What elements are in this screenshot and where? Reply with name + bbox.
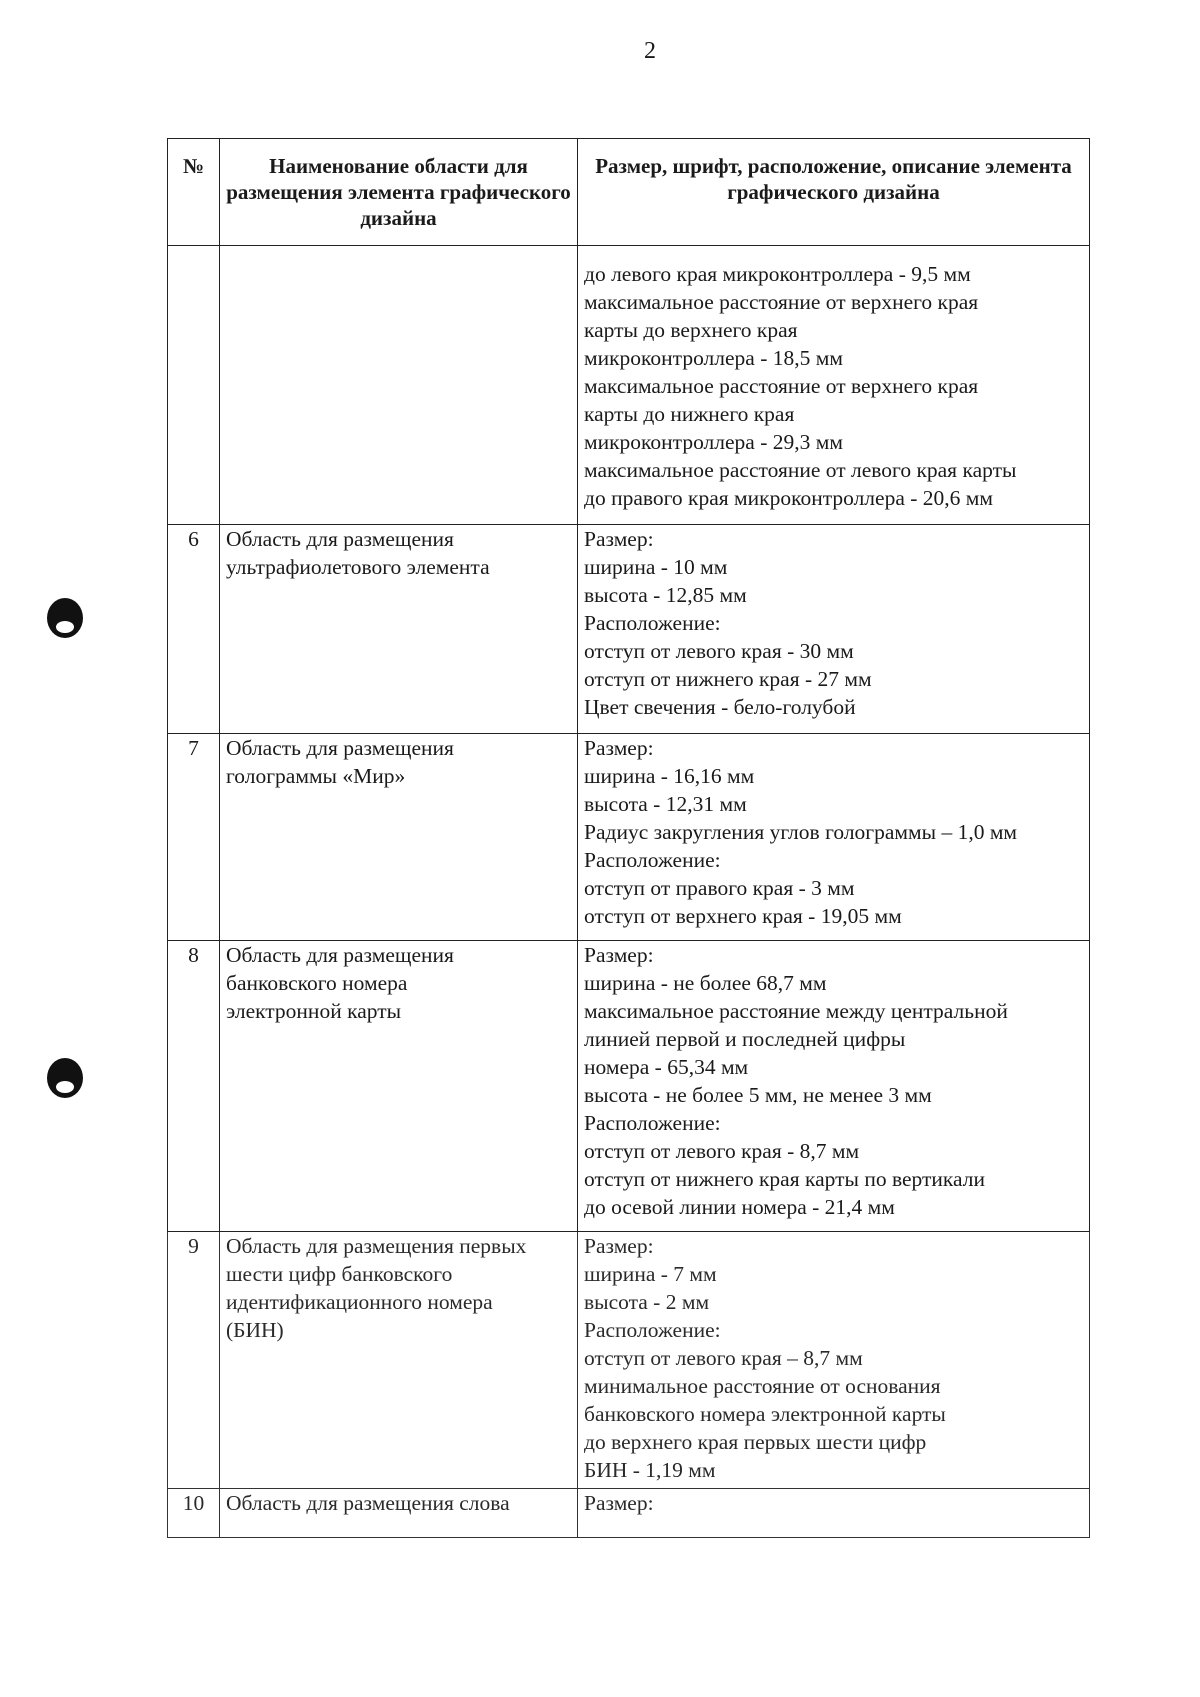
name-line: Область для размещения слова — [226, 1491, 510, 1515]
name-line: (БИН) — [226, 1318, 284, 1342]
row-desc — [578, 525, 1090, 734]
row-name — [220, 246, 578, 525]
name-line: Область для размещения — [226, 943, 454, 967]
name-line: идентификационного номера — [226, 1290, 493, 1314]
desc-line: минимальное расстояние от основания — [584, 1374, 941, 1398]
row-name — [220, 1232, 578, 1489]
desc-line: номера - 65,34 мм — [584, 1055, 749, 1079]
desc-line: Расположение: — [584, 1111, 721, 1135]
row-name — [220, 734, 578, 941]
row-desc — [578, 1232, 1090, 1489]
row-num: 6 — [168, 525, 220, 734]
desc-line: Расположение: — [584, 848, 721, 872]
table-row — [168, 246, 1090, 525]
desc-line: БИН - 1,19 мм — [584, 1458, 716, 1482]
desc-line: карты до верхнего края — [584, 318, 798, 342]
desc-line: Размер: — [584, 1234, 654, 1258]
row-desc — [578, 1489, 1090, 1538]
desc-line: отступ от правого края - 3 мм — [584, 876, 855, 900]
desc-line: ширина - 16,16 мм — [584, 764, 755, 788]
row-num: 10 — [168, 1489, 220, 1538]
desc-line: Цвет свечения - бело-голубой — [584, 695, 856, 719]
name-line: Область для размещения — [226, 527, 454, 551]
row-name — [220, 1489, 578, 1538]
desc-line: ширина - не более 68,7 мм — [584, 971, 827, 995]
table-row — [168, 1489, 1090, 1538]
table-row — [168, 941, 1090, 1232]
name-line: Область для размещения — [226, 736, 454, 760]
desc-line: Размер: — [584, 736, 654, 760]
desc-line: максимальное расстояние от верхнего края — [584, 374, 979, 398]
row-num — [168, 246, 220, 525]
desc-line: до правого края микроконтроллера - 20,6 мм — [584, 486, 993, 510]
desc-line: банковского номера электронной карты — [584, 1402, 946, 1426]
desc-line: Радиус закругления углов голограммы – 1,0 мм — [584, 820, 1018, 844]
desc-line: отступ от левого края – 8,7 мм — [584, 1346, 863, 1370]
desc-line: Расположение: — [584, 1318, 721, 1342]
row-desc — [578, 246, 1090, 525]
name-line: ультрафиолетового элемента — [226, 555, 490, 579]
table-row — [168, 734, 1090, 941]
desc-line: максимальное расстояние от верхнего края — [584, 290, 979, 314]
desc-line: Размер: — [584, 1491, 654, 1515]
desc-line: до верхнего края первых шести цифр — [584, 1430, 927, 1454]
punch-hole-icon — [47, 1058, 83, 1098]
desc-line: высота - не более 5 мм, не менее 3 мм — [584, 1083, 932, 1107]
desc-line: микроконтроллера - 18,5 мм — [584, 346, 843, 370]
desc-line: Расположение: — [584, 611, 721, 635]
desc-line: до левого края микроконтроллера - 9,5 мм — [584, 262, 971, 286]
name-line: электронной карты — [226, 999, 402, 1023]
punch-hole-icon — [47, 598, 83, 638]
row-desc — [578, 734, 1090, 941]
spec-table — [167, 138, 1090, 1538]
table-header-row — [168, 139, 1090, 246]
name-line: Область для размещения первых — [226, 1234, 527, 1258]
desc-line: до осевой линии номера - 21,4 мм — [584, 1195, 895, 1219]
row-name — [220, 525, 578, 734]
desc-line: высота - 12,85 мм — [584, 583, 747, 607]
desc-line: максимальное расстояние от левого края карты — [584, 458, 1017, 482]
table-row — [168, 525, 1090, 734]
desc-line: Размер: — [584, 527, 654, 551]
header-name: Наименование области для размещения элемента графического дизайна — [220, 139, 578, 246]
row-desc — [578, 941, 1090, 1232]
name-line: голограммы «Мир» — [226, 764, 406, 788]
row-name — [220, 941, 578, 1232]
row-num: 9 — [168, 1232, 220, 1489]
desc-line: высота - 2 мм — [584, 1290, 710, 1314]
row-num: 8 — [168, 941, 220, 1232]
desc-line: высота - 12,31 мм — [584, 792, 747, 816]
name-line: шести цифр банковского — [226, 1262, 453, 1286]
name-line: банковского номера — [226, 971, 408, 995]
desc-line: максимальное расстояние между центральной — [584, 999, 1008, 1023]
header-num: № — [168, 139, 220, 246]
desc-line: отступ от левого края - 8,7 мм — [584, 1139, 860, 1163]
row-num: 7 — [168, 734, 220, 941]
desc-line: отступ от нижнего края карты по вертикали — [584, 1167, 985, 1191]
desc-line: ширина - 10 мм — [584, 555, 728, 579]
desc-line: микроконтроллера - 29,3 мм — [584, 430, 843, 454]
desc-line: отступ от верхнего края - 19,05 мм — [584, 904, 902, 928]
desc-line: Размер: — [584, 943, 654, 967]
header-desc: Размер, шрифт, расположение, описание элемента графического дизайна — [578, 139, 1090, 246]
table-row — [168, 1232, 1090, 1489]
desc-line: ширина - 7 мм — [584, 1262, 717, 1286]
page-number: 2 — [644, 38, 656, 64]
desc-line: отступ от левого края - 30 мм — [584, 639, 854, 663]
desc-line: линией первой и последней цифры — [584, 1027, 906, 1051]
desc-line: отступ от нижнего края - 27 мм — [584, 667, 872, 691]
desc-line: карты до нижнего края — [584, 402, 795, 426]
